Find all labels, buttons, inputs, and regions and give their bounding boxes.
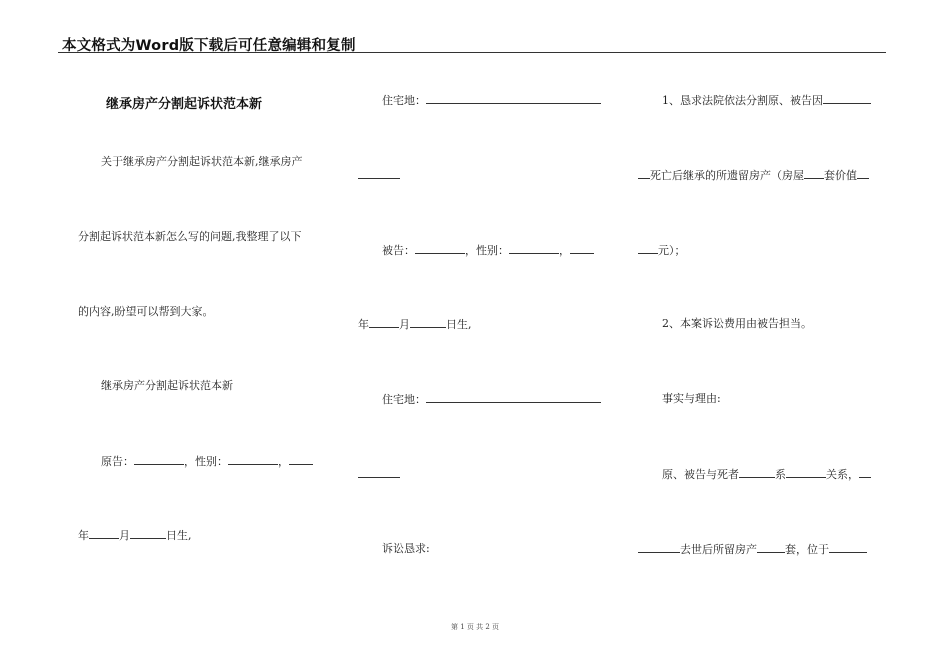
house-count-blank xyxy=(804,168,824,179)
address-continuation xyxy=(358,168,400,183)
claim-1-property: 死亡后继承的所遗留房产（房屋 xyxy=(650,169,804,182)
house-value-blank xyxy=(857,168,869,179)
location-blank xyxy=(829,542,867,553)
facts-heading: 事实与理由: xyxy=(662,392,721,405)
defendant-gender-label: ，性别： xyxy=(465,244,509,257)
deceased-blank xyxy=(823,93,871,104)
relation-blank-2 xyxy=(786,467,826,478)
def-birth-month-blank xyxy=(410,317,446,328)
deceased-name-blank xyxy=(638,542,680,553)
def-address-blank-cont xyxy=(358,467,400,478)
page-number: 第 1 页 共 2 页 xyxy=(450,623,500,631)
plaintiff-gender-blank xyxy=(228,454,278,465)
header-divider xyxy=(58,52,886,53)
month-label-2: 月 xyxy=(399,318,410,331)
relationship-text-c: 关系， xyxy=(826,468,859,481)
document-title: 继承房产分割起诉状范本新 xyxy=(106,97,263,112)
defendant-label: 被告： xyxy=(382,244,415,257)
address-label: 住宅地： xyxy=(382,94,426,107)
relationship-text-a: 原、被告与死者 xyxy=(662,468,739,481)
claims-heading: 诉讼恳求: xyxy=(382,542,430,555)
plaintiff-line xyxy=(101,454,313,469)
value-amount-blank xyxy=(638,243,658,254)
def-birth-year-blank xyxy=(369,317,399,328)
defendant-gender-blank xyxy=(509,243,559,254)
plaintiff-label: 原告： xyxy=(101,455,134,468)
plaintiff-comma: ， xyxy=(278,455,289,468)
defendant-birth-blank xyxy=(570,243,594,254)
plaintiff-gender-label: ，性别： xyxy=(184,455,228,468)
section-subtitle: 继承房产分割起诉状范本新 xyxy=(101,379,233,392)
defendant-address-line xyxy=(382,392,601,407)
plaintiff-address-line xyxy=(382,93,601,108)
year-label: 年 xyxy=(78,529,89,542)
document-header: 本文格式为Word版下载后可任意编辑和复制 xyxy=(62,38,356,54)
inheritance-text-b: 套，位于 xyxy=(785,543,829,556)
claim-1-line-3 xyxy=(638,243,686,258)
claim-1-line xyxy=(662,93,871,108)
deceased-blank-cont xyxy=(638,168,650,179)
claim-1-line-2 xyxy=(638,168,869,183)
def-address-continuation xyxy=(358,467,400,482)
defendant-comma: ， xyxy=(559,244,570,257)
born-label-2: 日生, xyxy=(446,318,472,331)
claim-1-value-label: 套价值 xyxy=(824,169,857,182)
defendant-birth-line xyxy=(358,317,472,332)
birth-month-blank xyxy=(130,528,166,539)
inheritance-line xyxy=(638,542,867,557)
claim-2-line: 2、本案诉讼费用由被告担当。 xyxy=(662,317,812,330)
plaintiff-name-blank xyxy=(134,454,184,465)
relation-blank-3 xyxy=(859,467,871,478)
relationship-line xyxy=(662,467,871,482)
def-address-blank xyxy=(426,392,601,403)
defendant-name-blank xyxy=(415,243,465,254)
claim-1-text: 1、恳求法院依法分割原、被告因 xyxy=(662,94,823,107)
born-label: 日生, xyxy=(166,529,192,542)
address-label-2: 住宅地： xyxy=(382,393,426,406)
intro-line-3: 的内容,盼望可以帮到大家。 xyxy=(78,305,214,318)
address-blank-cont xyxy=(358,168,400,179)
claim-1-end: 元）； xyxy=(658,244,686,257)
year-label-2: 年 xyxy=(358,318,369,331)
plaintiff-birth-line xyxy=(78,528,192,543)
intro-line-2: 分割起诉状范本新怎么写的问题,我整理了以下 xyxy=(78,230,302,243)
birth-year-blank xyxy=(89,528,119,539)
defendant-line xyxy=(382,243,594,258)
inheritance-text-a: 去世后所留房产 xyxy=(680,543,757,556)
month-label: 月 xyxy=(119,529,130,542)
relationship-text-b: 系 xyxy=(775,468,786,481)
house-count-blank-2 xyxy=(757,542,785,553)
relation-blank-1 xyxy=(739,467,775,478)
plaintiff-birth-blank xyxy=(289,454,313,465)
intro-line-1: 关于继承房产分割起诉状范本新,继承房产 xyxy=(101,155,303,168)
address-blank xyxy=(426,93,601,104)
